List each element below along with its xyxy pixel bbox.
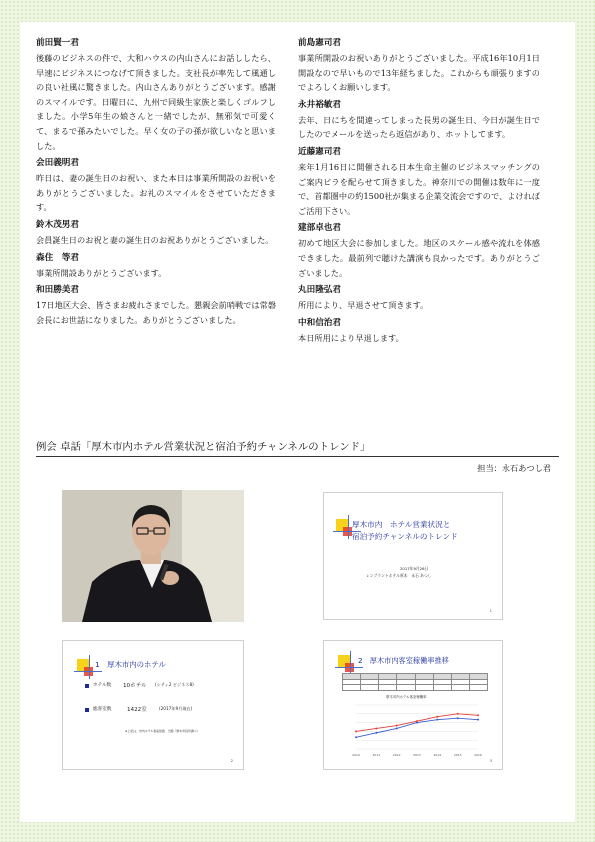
- message-text: 後藤のビジネスの件で、大和ハウスの内山さんにお話ししたら、早速にビジネスにつなげて頂きました。支社長が率先して風通しの良い社風に驚きました。内山さんありがとうございます。感謝のスマイルです。日曜日に、九州で同級生家族と楽しくゴルフしました。小学5年生の娘さんと一緒でしたが、無邪気で可愛くて、まるで孫みたいでした。早く女の子の孫が欲しいなと思いました。: [36, 53, 276, 151]
- slide3-title: 2 厚木市内客室稼働率推移: [358, 656, 449, 665]
- data-point: [436, 719, 438, 721]
- message-text: 17日地区大会、皆さまお疲れさまでした。懇親会前哨戦では常磐会長にお世話になりました。ありがとうございました。: [36, 300, 276, 325]
- data-point: [355, 730, 357, 732]
- slide2-row2-label: 総客室数: [93, 707, 112, 712]
- member-name: 丸田隆弘君: [298, 285, 341, 296]
- slide2-row2-note: (2017年9月現在): [159, 706, 193, 711]
- messages-right-column: [298, 36, 540, 348]
- message-text: 所用により、早退させて頂きます。: [298, 300, 429, 311]
- slide2-title: 1 厚木市内のホテル: [95, 660, 166, 669]
- x-tick-label: 2010: [352, 753, 360, 757]
- member-name: 会田義明君: [36, 158, 79, 169]
- data-point: [416, 720, 418, 722]
- member-name: 近藤憲司君: [298, 146, 341, 157]
- x-tick-label: 2013: [413, 753, 421, 757]
- member-name: 鈴木茂男君: [36, 219, 79, 230]
- slide-page-number: 2: [230, 758, 233, 763]
- x-tick-label: 2014: [433, 753, 442, 757]
- slide2-row2-value: 1422室: [127, 707, 147, 713]
- data-point: [375, 727, 377, 729]
- message-entry: [298, 283, 540, 313]
- message-text: 本日所用により早退します。: [298, 332, 404, 343]
- data-point: [355, 736, 357, 738]
- slide1-title-line1: 厚木市内 ホテル営業状況と: [352, 520, 451, 529]
- speaker-photo-illustration: [62, 490, 244, 622]
- slide1-presenter: レンブラントホテル厚木 永石 あつし: [366, 573, 432, 578]
- messages-left-column: [36, 36, 276, 330]
- section-title: 例会 卓話「厚木市内ホテル営業状況と宿泊予約チャンネルのトレンド」: [36, 440, 559, 457]
- message-text: 事業所開設ありがとうございます。: [36, 267, 167, 278]
- x-tick-label: 2015: [453, 753, 462, 757]
- occupancy-line-chart: [346, 701, 486, 759]
- message-entry: [298, 145, 540, 218]
- chart-title: 厚木市内ホテル客室稼働率: [386, 695, 427, 699]
- member-name: 前田賢一君: [36, 38, 79, 48]
- data-point: [477, 714, 479, 716]
- slide-title: [323, 492, 503, 620]
- member-name: 森住 等君: [36, 252, 79, 263]
- x-tick-label: 2011: [372, 753, 381, 757]
- message-entry: [298, 221, 540, 280]
- speaker-credit: 担当：永石あつし君: [477, 463, 551, 473]
- x-tick-label: 2016: [474, 753, 482, 757]
- data-point: [457, 713, 459, 715]
- message-entry: [36, 218, 276, 248]
- data-point: [477, 719, 479, 721]
- slide2-footnote: ※上記は、市内ホテル客室総数 当館（厚木市役所調べ）: [125, 729, 200, 733]
- data-point: [457, 717, 459, 719]
- message-text: 去年、日にちを間違ってしまった長男の誕生日、今日が誕生日でしたのでメールを送ったら返信があり、ホットしてます。: [298, 114, 540, 140]
- message-text: 昨日は、妻の誕生日のお祝い、また本日は事業所開設のお祝いをありがとうございました。お礼のスマイルをさせていただきます。: [36, 173, 276, 213]
- member-name: 永井裕敏君: [298, 99, 341, 110]
- message-text: 事業所開設のお祝いありがとうございました。平成16年10月1日開設なので早いもので13年経ちました。これからも頑張りますのでよろしくお願いします。: [298, 53, 540, 93]
- message-entry: [36, 283, 276, 327]
- slide-page-number: 3: [489, 758, 492, 763]
- message-entry: [298, 316, 540, 346]
- message-entry: [298, 36, 540, 95]
- message-entry: [298, 98, 540, 142]
- message-text: 初めて地区大会に参加しました。地区のスケール感や流れを体感できました。最前列で聴けた講演も良かったです。ありがとうございました。: [298, 238, 540, 278]
- message-entry: [36, 156, 276, 215]
- slide2-row1-note: (シティ2 ビジネス8): [155, 682, 194, 687]
- data-point: [436, 716, 438, 718]
- slide-hotels: [62, 640, 244, 770]
- bullet-icon: [85, 684, 89, 688]
- data-point: [396, 725, 398, 727]
- message-text: 会員誕生日のお祝と妻の誕生日のお祝ありがとうございました。: [36, 234, 274, 245]
- x-tick-label: 2012: [392, 753, 401, 757]
- message-entry: [36, 36, 276, 153]
- message-entry: [36, 251, 276, 281]
- member-name: 建部卓也君: [298, 223, 341, 234]
- data-point: [375, 732, 377, 734]
- bullet-icon: [85, 708, 89, 712]
- member-name: 前島憲司君: [298, 38, 341, 48]
- slide1-date: 2017年9月26日: [400, 566, 429, 571]
- member-name: 中和信治君: [298, 317, 341, 328]
- member-name: 和田勝美君: [36, 285, 79, 296]
- slide2-row1-label: ホテル数: [93, 683, 112, 688]
- slide-occupancy: [323, 640, 503, 770]
- occupancy-table: [342, 673, 488, 691]
- speaker-photo: [62, 490, 244, 622]
- data-point: [396, 727, 398, 729]
- slide2-row1-value: 10ホテル: [123, 683, 147, 689]
- page-paper: [20, 22, 575, 822]
- slide-page-number: 1: [489, 608, 492, 613]
- slide1-title-line2: 宿泊予約チャンネルのトレンド: [352, 532, 458, 541]
- message-text: 来年1月16日に開催される日本生命主催のビジネスマッチングのご案内ビラを配らせて頂きました。神奈川での開催は数年に一度で、首都圏中の約1500社が集まる企業交流会ですので、よければご活用下さい。: [298, 161, 540, 216]
